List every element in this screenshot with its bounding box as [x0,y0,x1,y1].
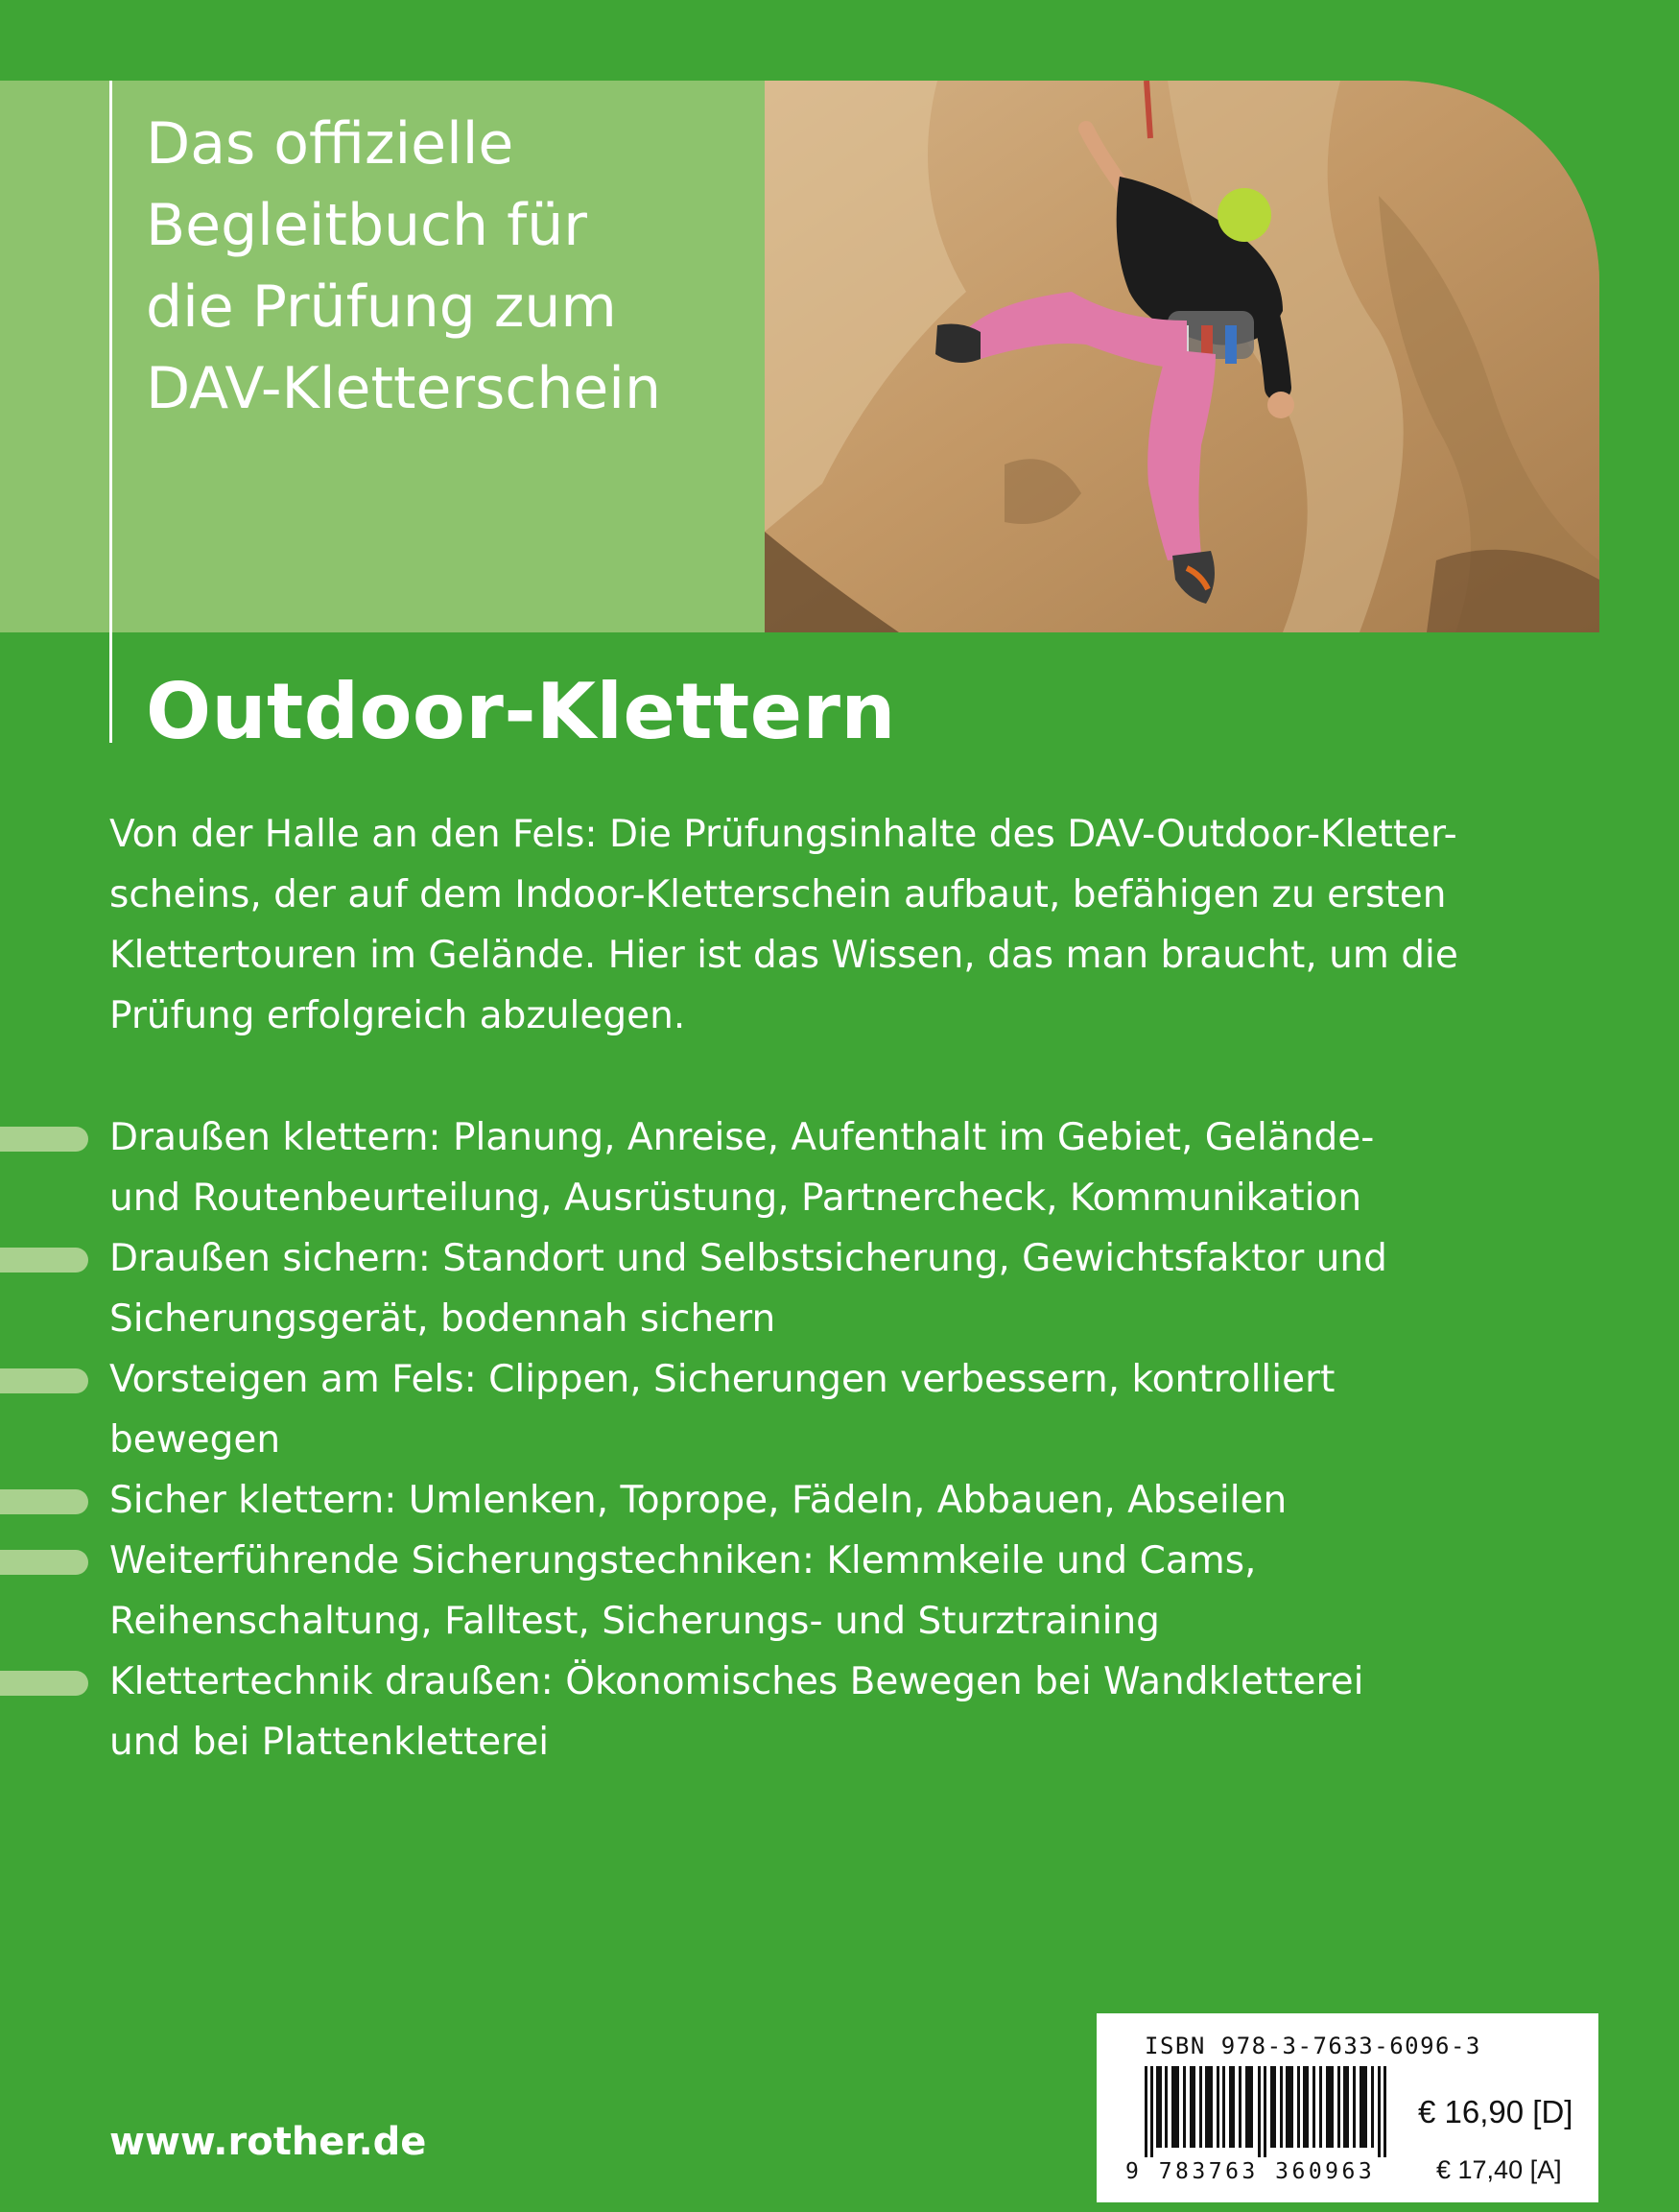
list-item [0,1228,1679,1349]
climber-photo [765,81,1599,632]
list-item-line: Vorsteigen am Fels: Clippen, Sicherungen verbessern, kontrolliert [109,1358,1336,1401]
intro-line: Von der Halle an den Fels: Die Prüfungsinhalte des DAV-Outdoor-Kletter- [109,813,1457,856]
price-austria: € 17,40 [A] [1436,2155,1562,2184]
list-item [0,1107,1679,1228]
barcode-digits: 9 783763 360963 [1125,2159,1376,2184]
tagline-line: DAV-Kletterschein [146,355,661,422]
tagline-line: die Prüfung zum [146,274,617,341]
barcode-icon [1145,2066,1404,2157]
list-item-line: Weiterführende Sicherungstechniken: Klemmkeile und Cams, [109,1539,1257,1582]
isbn-barcode-label [1097,2013,1598,2202]
tagline-line: Begleitbuch für [146,192,587,259]
list-item [0,1470,1679,1531]
climber-illustration [765,81,1599,632]
bullet-bar-icon [0,1248,88,1272]
bullet-bar-icon [0,1127,88,1152]
tagline-line: Das offizielle [146,110,514,178]
tagline [146,104,741,430]
bullet-bar-icon [0,1671,88,1696]
intro-line: Klettertouren im Gelände. Hier ist das Wissen, das man braucht, um die [109,934,1458,977]
list-item-line: Klettertechnik draußen: Ökonomisches Bewegen bei Wandkletterei [109,1660,1364,1703]
list-item-line: und bei Plattenkletterei [109,1721,550,1764]
bullet-bar-icon [0,1489,88,1514]
bullet-bar-icon [0,1368,88,1393]
vertical-rule [109,81,112,743]
intro-line: scheins, der auf dem Indoor-Kletterschein aufbaut, befähigen zu ersten [109,873,1447,916]
book-title: Outdoor-Klettern [146,667,896,756]
list-item [0,1652,1679,1772]
website-link[interactable]: www.rother.de [109,2120,427,2164]
list-item [0,1531,1679,1652]
list-item-line: Reihenschaltung, Falltest, Sicherungs- und Sturztraining [109,1600,1160,1643]
topic-list [0,1107,1679,1772]
list-item-line: und Routenbeurteilung, Ausrüstung, Partnercheck, Kommunikation [109,1177,1362,1220]
list-item-line: Sicherungsgerät, bodennah sichern [109,1297,776,1341]
intro-paragraph [109,804,1568,1046]
isbn-number: ISBN 978-3-7633-6096-3 [1145,2033,1481,2059]
price-germany: € 16,90 [D] [1418,2094,1573,2129]
list-item-line: Draußen sichern: Standort und Selbstsicherung, Gewichtsfaktor und [109,1237,1387,1280]
list-item [0,1349,1679,1470]
intro-line: Prüfung erfolgreich abzulegen. [109,994,686,1037]
list-item-line: Draußen klettern: Planung, Anreise, Aufenthalt im Gebiet, Gelände- [109,1116,1375,1159]
list-item-line: Sicher klettern: Umlenken, Toprope, Fädeln, Abbauen, Abseilen [109,1479,1288,1522]
bullet-bar-icon [0,1550,88,1575]
list-item-line: bewegen [109,1418,281,1462]
